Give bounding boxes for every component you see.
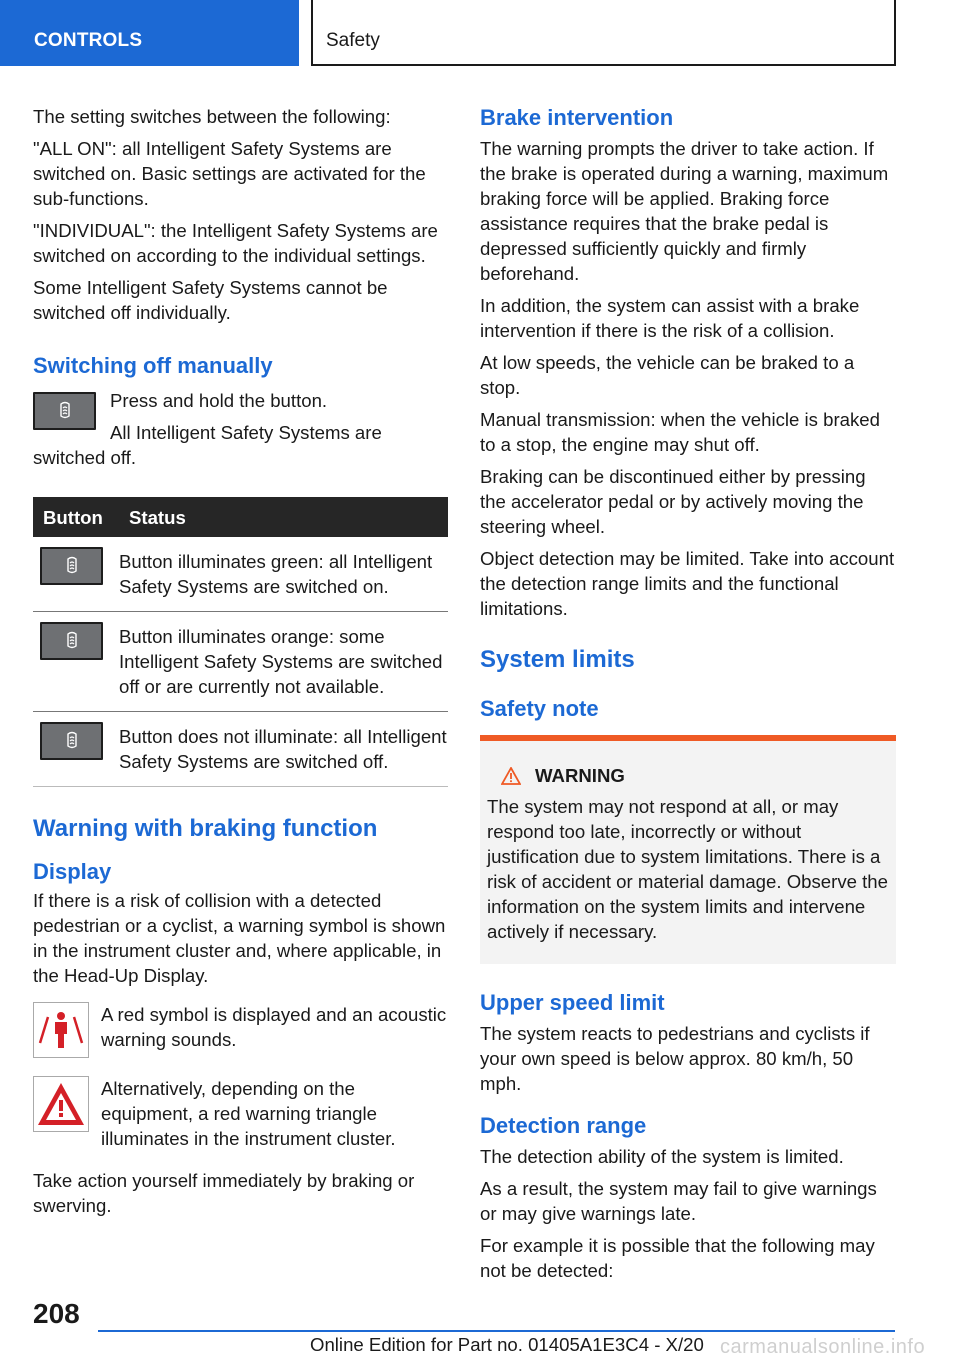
button-off-icon (40, 722, 103, 760)
warning-label: WARNING (535, 765, 625, 786)
button-orange-icon (40, 622, 103, 660)
red-symbol-row (33, 1002, 448, 1064)
upper-speed-text: The system reacts to pedestrians and cyclists if your own speed is below approx. 80 km/h, 50 mph. (480, 1023, 870, 1094)
status-cell: Button does not illuminate: all Intelligent Safety Systems are switched off. (119, 712, 448, 787)
pedestrian-warning-icon (33, 1002, 89, 1058)
table-row (33, 537, 448, 612)
triangle-row (33, 1076, 448, 1158)
safety-systems-icon (64, 631, 80, 651)
red-symbol-text: A red symbol is displayed and an acoustic warning sounds. (101, 1004, 447, 1050)
intro-text: The setting switches between the following: (33, 106, 391, 127)
detection-range-heading: Detection range (480, 1113, 647, 1138)
brake-p1: The warning prompts the driver to take action. If the brake is operated during a warning, maximum braking force will be applied. Braking force assistance requires that the brake pedal is depressed sufficiently quickly and firmly beforehand. (480, 138, 889, 284)
col-status-header: Status (119, 497, 448, 537)
right-column (480, 104, 896, 1290)
detection-p2: As a result, the system may fail to give warnings or may give warnings late. (480, 1178, 877, 1224)
topic-tab (311, 0, 896, 66)
display-text: If there is a risk of collision with a detected pedestrian or a cyclist, a warning symbol is shown in the instrument cluster and, where applicable, in the Head-Up Display. (33, 890, 446, 986)
brake-p3: At low speeds, the vehicle can be braked to a stop. (480, 352, 855, 398)
safety-systems-icon (64, 556, 80, 576)
safety-note-heading: Safety note (480, 696, 599, 721)
display-heading: Display (33, 859, 112, 884)
alternatively-text: Alternatively, depending on the equipment, a red warning triangle illuminates in the instrument cluster. (101, 1078, 396, 1149)
left-column (33, 104, 448, 1225)
status-cell: Button illuminates green: all Intelligent Safety Systems are switched on. (119, 537, 448, 612)
table-row (33, 612, 448, 712)
warning-braking-heading: Warning with braking function (33, 815, 378, 842)
take-action-text: Take action yourself immediately by braking or swerving. (33, 1170, 415, 1216)
safety-systems-icon (57, 401, 73, 421)
warning-title (487, 763, 888, 788)
brake-p5: Braking can be discontinued either by pressing the accelerator pedal or by actively moving the steering wheel. (480, 466, 866, 537)
system-limits-heading: System limits (480, 646, 635, 673)
detection-p3: For example it is possible that the following may not be detected: (480, 1235, 875, 1281)
switching-off-heading: Switching off manually (33, 353, 273, 378)
individual-text: "INDIVIDUAL": the Intelligent Safety Systems are switched on according to the individual settings. (33, 220, 438, 266)
edition-text: Online Edition for Part no. 01405A1E3C4 - X/20 (310, 1334, 704, 1355)
table-row (33, 712, 448, 787)
all-on-text: "ALL ON": all Intelligent Safety Systems are switched on. Basic settings are activated for the sub-functions. (33, 138, 426, 209)
safety-systems-icon (64, 731, 80, 751)
all-switched-off-text: All Intelligent Safety Systems are switched off. (33, 422, 382, 468)
watermark: carmanualsonline.info (720, 1336, 926, 1358)
brake-intervention-heading: Brake intervention (480, 105, 674, 130)
warning-triangle-icon (33, 1076, 89, 1132)
detection-p1: The detection ability of the system is limited. (480, 1146, 844, 1167)
some-cannot-text: Some Intelligent Safety Systems cannot be switched off individually. (33, 277, 388, 323)
switch-off-instruction (33, 388, 448, 477)
topic-label: Safety (326, 30, 380, 51)
warning-triangle-icon (501, 767, 521, 785)
col-button-header: Button (33, 497, 119, 537)
button-green-icon (40, 547, 103, 585)
brake-p4: Manual transmission: when the vehicle is braked to a stop, the engine may shut off. (480, 409, 880, 455)
safety-button-icon (33, 392, 96, 430)
page-number: 208 (33, 1298, 80, 1329)
brake-p6: Object detection may be limited. Take into account the detection range limits and the functional limitations. (480, 548, 895, 619)
section-label: CONTROLS (34, 30, 143, 51)
brake-p2: In addition, the system can assist with a brake intervention if there is the risk of a collision. (480, 295, 860, 341)
status-table (33, 497, 448, 787)
upper-speed-heading: Upper speed limit (480, 990, 665, 1015)
footer-divider (98, 1330, 895, 1332)
section-tab (0, 0, 299, 66)
warning-text: The system may not respond at all, or may respond too late, incorrectly or without justification due to system limitations. There is a risk of accident or material damage. Observe the information on the system limits and intervene actively if necessary. (487, 796, 888, 942)
press-hold-text: Press and hold the button. (110, 390, 328, 411)
status-cell: Button illuminates orange: some Intelligent Safety Systems are switched off or are currently not available. (119, 612, 448, 712)
warning-box (480, 735, 896, 964)
